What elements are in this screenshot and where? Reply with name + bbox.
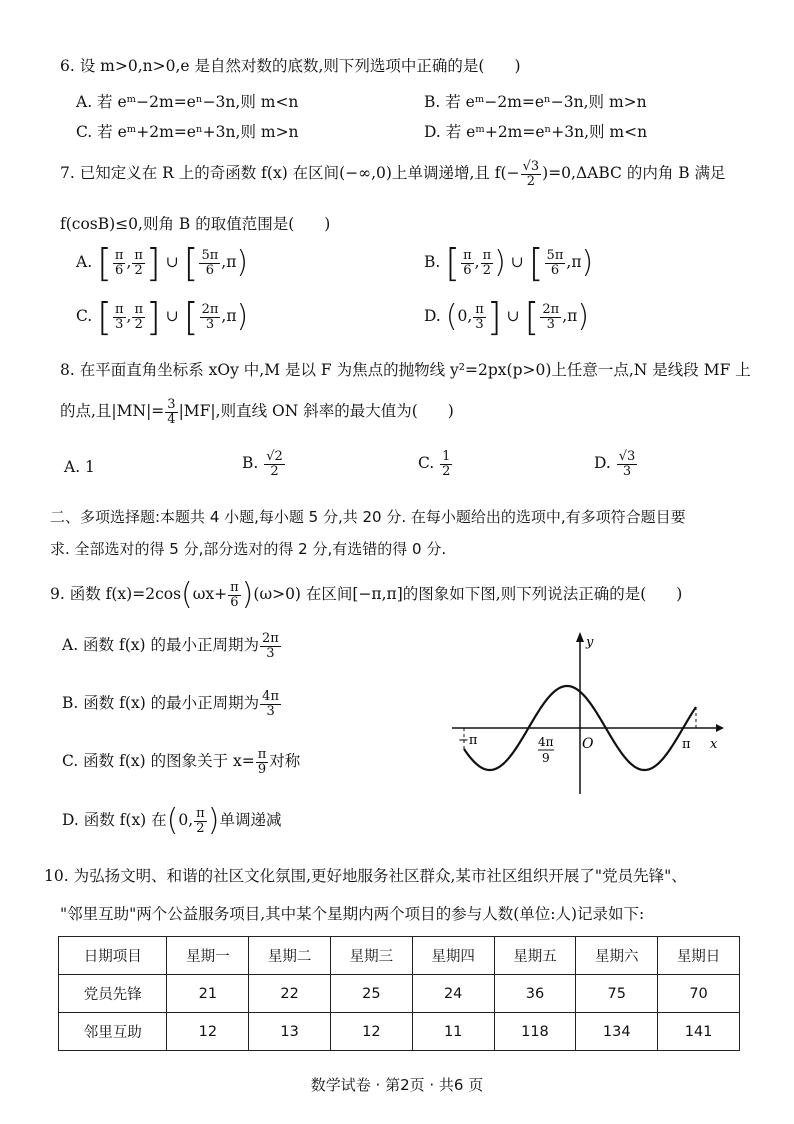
table-cell: 12 — [167, 1013, 249, 1051]
table-row — [59, 975, 740, 1013]
table-cell: 70 — [658, 975, 740, 1013]
table-header-cell: 星期日 — [658, 937, 740, 975]
pi-label: π — [682, 737, 691, 752]
table-cell: 21 — [167, 975, 249, 1013]
q8-stem: 8. 在平面直角坐标系 xOy 中,M 是以 F 为焦点的抛物线 y²=2px(p>0)上任意一点,N 是线段 MF 上 — [60, 361, 751, 379]
table-header-cell: 星期四 — [412, 937, 494, 975]
q7-stem: 7. 已知定义在 R 上的奇函数 f(x) 在区间(−∞,0)上单调递增,且 f(− $\frac{√3}{2}$ )=0,ΔABC 的内角 B 满足 — [60, 159, 726, 189]
table-cell: 118 — [494, 1013, 576, 1051]
q6-option-c: C. 若 eᵐ+2m=eⁿ+3n,则 m>n — [76, 123, 299, 141]
q6-option-b: B. 若 eᵐ−2m=eⁿ−3n,则 m>n — [424, 93, 647, 111]
x-axis-label: x — [710, 737, 718, 752]
q7-option-a: A. [ $\frac{\pi}{6}$ , $\frac{\pi}{2}$ ] ∪ [ $\frac{5\pi}{6}$ ,π) — [76, 241, 249, 285]
table-row — [59, 1013, 740, 1051]
table-header-cell: 星期三 — [331, 937, 413, 975]
q9-option-a: A. 函数 f(x) 的最小正周期为 $\frac{2\pi}{3}$ — [62, 631, 279, 661]
page-footer: 数学试卷 · 第2页 · 共6 页 — [310, 1076, 484, 1094]
q8-option-d: D. $\frac{√3}{3}$ — [594, 449, 636, 479]
table-cell: 22 — [249, 975, 331, 1013]
origin-label: O — [582, 736, 594, 752]
table-cell: 24 — [412, 975, 494, 1013]
q6-option-a: A. 若 eᵐ−2m=eⁿ−3n,则 m<n — [76, 93, 299, 111]
table-cell: 134 — [576, 1013, 658, 1051]
q9-option-d: D. 函数 f(x) 在(0, $\frac{\pi}{2}$ )单调递减 — [62, 803, 282, 838]
table-cell: 75 — [576, 975, 658, 1013]
table-cell: 11 — [412, 1013, 494, 1051]
q7-option-d: D. (0, $\frac{\pi}{3}$ ] ∪ [ $\frac{2\pi}{3}$ ,π) — [424, 295, 590, 339]
section2-line1: 二、多项选择题:本题共 4 小题,每小题 5 分,共 20 分. 在每小题给出的选项中,有多项符合题目要 — [50, 508, 686, 526]
q6-stem: 6. 设 m>0,n>0,e 是自然对数的底数,则下列选项中正确的是( ) — [60, 57, 521, 75]
tick-label-den: 9 — [542, 751, 550, 765]
q6-option-d: D. 若 eᵐ+2m=eⁿ+3n,则 m<n — [424, 123, 648, 141]
table-cell: 36 — [494, 975, 576, 1013]
table-cell: 邻里互助 — [59, 1013, 167, 1051]
q7-option-b: B. [ $\frac{\pi}{6}$ , $\frac{\pi}{2}$ ) ∪ [ $\frac{5\pi}{6}$ ,π) — [424, 241, 594, 285]
participation-table — [58, 936, 740, 1051]
x-axis-arrow — [716, 724, 724, 732]
q9-option-b: B. 函数 f(x) 的最小正周期为 $\frac{4\pi}{3}$ — [62, 689, 279, 719]
q7-option-c: C. [ $\frac{\pi}{3}$ , $\frac{\pi}{2}$ ] ∪ [ $\frac{2\pi}{3}$ ,π) — [76, 295, 249, 339]
q9-cosine-graph — [448, 628, 728, 798]
tick-label-num: 4π — [538, 735, 554, 749]
q7-line2: f(cosB)≤0,则角 B 的取值范围是( ) — [60, 215, 331, 233]
q10-line2: "邻里互助"两个公益服务项目,其中某个星期内两个项目的参与人数(单位:人)记录如下: — [60, 905, 645, 923]
q8-frac-3-4: $\frac{3}{4}$ — [167, 397, 176, 427]
table-cell: 13 — [249, 1013, 331, 1051]
neg-pi-label: −π — [458, 733, 478, 748]
q8-option-a: A. 1 — [64, 458, 95, 476]
q8-line2: 的点,且|MN|= $\frac{3}{4}$ |MF|,则直线 ON 斜率的最大值为( ) — [60, 397, 454, 427]
table-cell: 141 — [658, 1013, 740, 1051]
table-cell: 12 — [331, 1013, 413, 1051]
y-axis-arrow — [576, 632, 584, 642]
section2-line2: 求. 全部选对的得 5 分,部分选对的得 2 分,有选错的得 0 分. — [50, 540, 447, 558]
q8-option-b: B. $\frac{√2}{2}$ — [242, 449, 283, 479]
table-header-cell: 星期一 — [167, 937, 249, 975]
table-cell: 党员先锋 — [59, 975, 167, 1013]
table-header-cell: 星期六 — [576, 937, 658, 975]
q7-frac-sqrt3-2: $\frac{√3}{2}$ — [522, 159, 540, 189]
table-header-row — [59, 937, 740, 975]
table-header-cell: 星期二 — [249, 937, 331, 975]
table-header-cell: 星期五 — [494, 937, 576, 975]
table-cell: 25 — [331, 975, 413, 1013]
table-header-cell: 日期项目 — [59, 937, 167, 975]
q9-option-c: C. 函数 f(x) 的图象关于 x= $\frac{\pi}{9}$ 对称 — [62, 747, 301, 777]
q8-option-c: C. $\frac{1}{2}$ — [418, 449, 451, 479]
q10-line1: 10. 为弘扬文明、和谐的社区文化氛围,更好地服务社区群众,某市社区组织开展了"党员先锋"、 — [44, 867, 687, 885]
y-axis-label: y — [586, 635, 594, 650]
q9-stem: 9. 函数 f(x)=2cos(ωx+ $\frac{\pi}{6}$ )(ω>0) 在区间[−π,π]的图象如下图,则下列说法正确的是( ) — [50, 577, 683, 612]
